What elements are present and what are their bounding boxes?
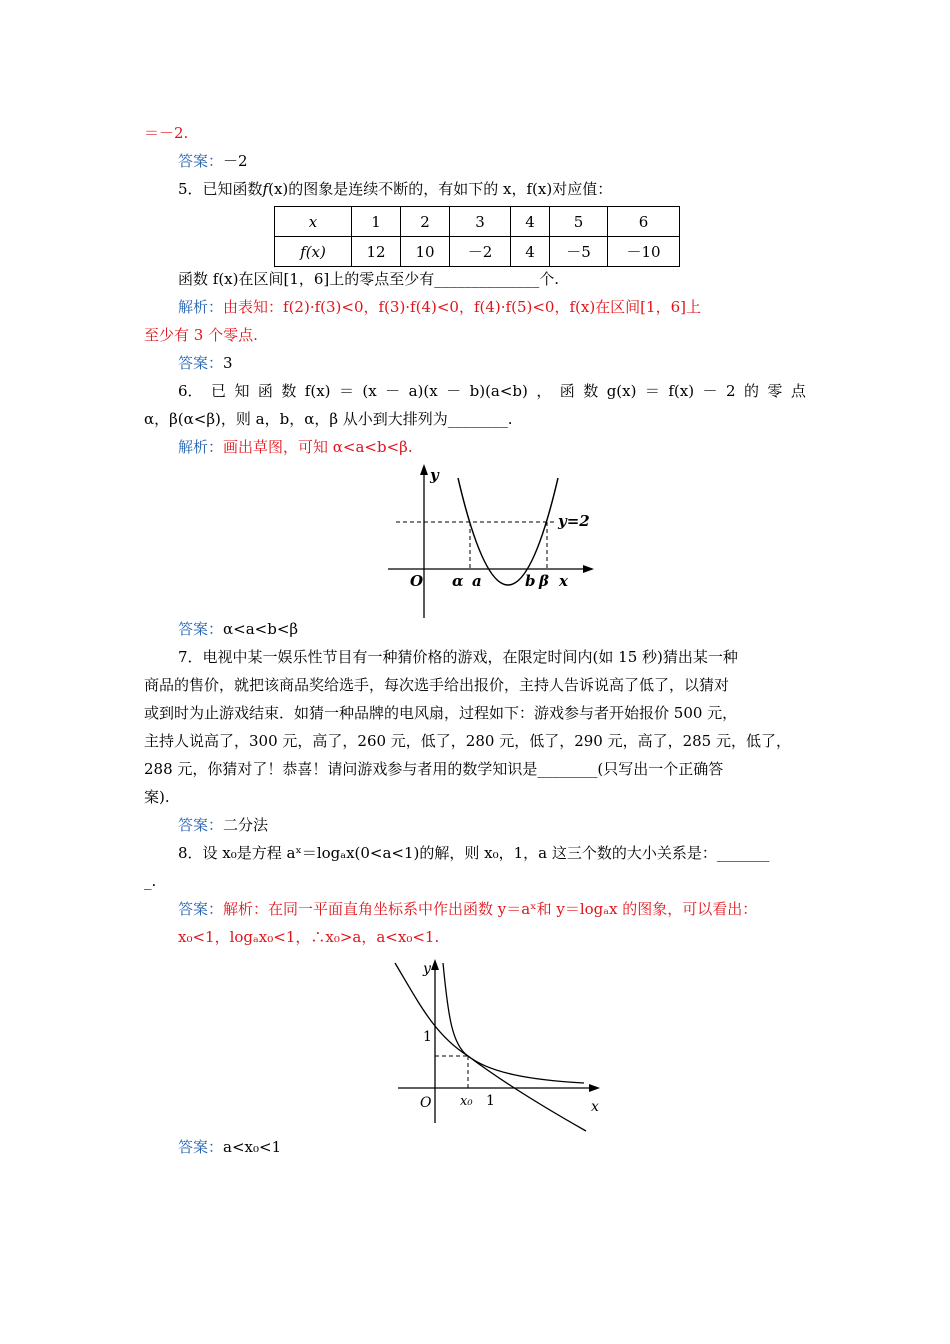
p6-line1-token: 已 [210,382,226,400]
p6-line1-token: － [385,382,401,400]
p6-line1-token: 的 [743,382,759,400]
p6-line1-token: 2 [725,382,736,400]
y-axis-label: y [423,961,431,977]
one-y-label: 1 [423,1029,432,1045]
table-cell: 2 [401,207,450,237]
problem-7-line6: 案). [144,788,170,806]
problem-8-line1: 8．设 x₀是方程 aˣ＝logₐx(0<a<1)的解，则 x₀，1，a 这三个数的大小关系是：_______ [178,844,770,862]
answer-value: a<x₀<1 [223,1138,282,1156]
p6-line1-token: － [702,382,718,400]
table-cell: f(x) [275,237,352,267]
analysis-label: 解析： [178,438,224,456]
exp-log-graph [390,955,608,1135]
answer-label: 答案： [178,900,224,918]
answer-value: －2 [223,152,248,170]
p6-line1-token: ＝ [338,382,354,400]
table-cell: －10 [608,237,680,267]
p6-line1-token: ＝ [644,382,660,400]
table-cell: 4 [511,237,550,267]
problem-8-answer [178,1136,281,1158]
y-axis-label: y [430,466,439,484]
origin-label: O [420,1095,432,1111]
problem-5-analysis [178,296,701,318]
beta-label: β [539,572,549,590]
problem-8-analysis [178,898,757,920]
problem-5-question [178,178,612,200]
problem-5-answer [178,352,233,374]
table-cell: 6 [608,207,680,237]
continuation-text: ＝－2. [144,124,189,142]
p6-line1-token: 数 [583,382,599,400]
problem-8-line2: _. [144,872,157,890]
p6-line1-token: 点 [790,382,806,400]
one-x-label: 1 [486,1093,495,1109]
analysis-label: 解析： [223,900,269,918]
p6-line1-token: 函 [257,382,273,400]
table-row-x [275,207,680,237]
x-axis-label: x [559,572,568,590]
p6-line1-token: (x [362,382,377,400]
problem-6-analysis [178,436,413,458]
x-axis-label: x [591,1099,599,1115]
x0-label: x₀ [460,1094,473,1109]
problem-6-line2: α，β(α<β)，则 a，b，α，β 从小到大排列为________. [144,410,513,428]
problem-5-analysis-cont: 至少有 3 个零点. [144,326,258,344]
p6-line1-token: 知 [234,382,250,400]
answer-label: 答案： [178,1138,224,1156]
answer-label: 答案： [178,620,224,638]
p6-line1-token: ， [536,382,552,400]
table-row-fx [275,237,680,267]
analysis-text: 在同一平面直角坐标系中作出函数 y＝aˣ和 y＝logₐx 的图象，可以看出： [268,900,758,918]
p6-line1-token: g(x) [606,382,637,400]
value-table [274,206,680,267]
answer-label: 答案： [178,816,224,834]
y2-label: y=2 [558,512,590,530]
alpha-label: α [452,572,464,590]
answer-4 [178,150,248,172]
origin-label: O [410,572,424,590]
table-cell: 5 [550,207,608,237]
q5-start: 5．已知函数 [178,180,263,198]
parabola-graph [388,460,600,620]
answer-label: 答案： [178,152,224,170]
q5-fx: f [262,180,269,198]
log-curve [443,963,584,1083]
p6-line1-token: 零 [767,382,783,400]
p6-line1-token: a)(x [408,382,438,400]
table-cell: 4 [511,207,550,237]
y-axis-arrow [431,959,439,970]
p6-line1-token: b)(a<b) [469,382,528,400]
answer-value: 3 [223,354,233,372]
x-axis-arrow [589,1084,600,1092]
p6-line1-token: f(x) [668,382,695,400]
problem-8-analysis-cont: x₀<1，logₐx₀<1，∴x₀>a，a<x₀<1. [178,928,440,946]
q5-end: 的图象是连续不断的，有如下的 x，f(x)对应值： [288,180,613,198]
p6-line1-token: 函 [559,382,575,400]
table-cell: 12 [352,237,401,267]
table-cell: 10 [401,237,450,267]
table-cell: －2 [450,237,511,267]
b-label: b [525,572,536,590]
problem-5-blank: 函数 f(x)在区间[1，6]上的零点至少有______________个. [178,270,560,288]
table-cell: －5 [550,237,608,267]
problem-6-line1 [178,380,806,402]
problem-6-answer [178,618,298,640]
problem-7-line5: 288 元，你猜对了！恭喜！请问游戏参与者用的数学知识是________(只写出一个正确答 [144,760,724,778]
problem-7-line4: 主持人说高了，300 元，高了，260 元，低了，280 元，低了，290 元，高了，285 元，低了， [144,732,791,750]
analysis-text: 由表知：f(2)·f(3)<0，f(3)·f(4)<0，f(4)·f(5)<0，f(x)在区间[1，6]上 [223,298,701,316]
analysis-text: 画出草图，可知 α<a<b<β. [223,438,413,456]
answer-label: 答案： [178,354,224,372]
table-cell: 1 [352,207,401,237]
p6-line1-token: 6． [178,382,203,400]
problem-7-line3: 或到时为止游戏结束．如猜一种品牌的电风扇，过程如下：游戏参与者开始报价 500 元， [144,704,738,722]
problem-7-answer [178,814,268,836]
problem-7-line2: 商品的售价，就把该商品奖给选手，每次选手给出报价，主持人告诉说高了低了，以猜对 [144,676,730,694]
q5-paren-x: (x) [268,180,289,198]
table-cell: x [275,207,352,237]
y-axis-arrow [420,464,428,475]
answer-value: 二分法 [223,816,269,834]
p6-line1-token: f(x) [304,382,331,400]
a-label: a [472,572,482,590]
table-cell: 3 [450,207,511,237]
p6-line1-token: 数 [281,382,297,400]
answer-value: α<a<b<β [223,620,299,638]
problem-7-line1: 7．电视中某一娱乐性节目有一种猜价格的游戏，在限定时间内(如 15 秒)猜出某一种 [178,648,738,666]
p6-line1-token: － [446,382,462,400]
analysis-label: 解析： [178,298,224,316]
x-axis-arrow [583,565,594,573]
